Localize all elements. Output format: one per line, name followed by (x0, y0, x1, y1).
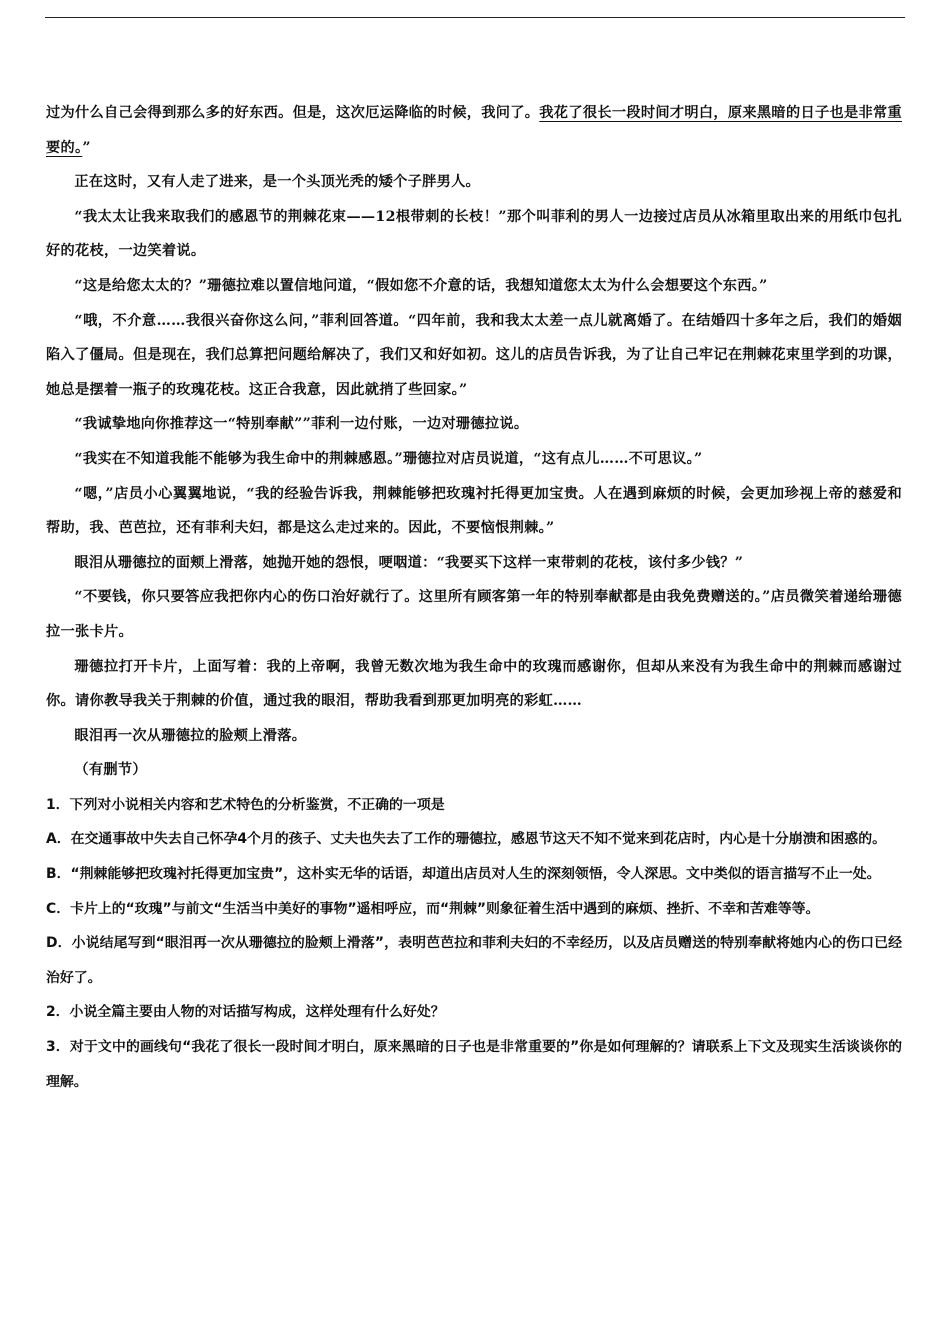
header-rule (45, 17, 905, 18)
story-paragraph-12: 眼泪再一次从珊德拉的脸颊上滑落。 (74, 727, 307, 744)
paragraph-text: 过为什么自己会得到那么多的好东西。但是，这次厄运降临的时候，我问了。 (46, 105, 540, 121)
question-3: 3．对于文中的画线句“我花了很长一段时间才明白，原来黑暗的日子也是非常重要的”你是如何理解的？请联系上下文及现实生活谈谈你的理解。 (46, 1039, 902, 1090)
story-text (46, 96, 902, 788)
story-paragraph-3: “我太太让我来取我们的感恩节的荆棘花束——12根带刺的长枝！”那个叫菲利的男人一边接过店员从冰箱里取出来的用纸巾包扎好的花枝，一边笑着说。 (46, 208, 902, 260)
story-paragraph-4: “这是给您太太的？”珊德拉难以置信地问道，“假如您不介意的话，我想知道您太太为什么会想要这个东西。” (74, 277, 768, 294)
story-paragraph-8: “嗯，”店员小心翼翼地说，“我的经验告诉我，荆棘能够把玫瑰衬托得更加宝贵。人在遇到麻烦的时候，会更加珍视上帝的慈爱和帮助，我、芭芭拉，还有菲利夫妇，都是这么走过来的。因此，不要恼恨荆棘。” (46, 485, 902, 537)
abridged-note: （有删节） (74, 762, 147, 779)
story-paragraph-10: “不要钱，你只要答应我把你内心的伤口治好就行了。这里所有顾客第一年的特别奉献都是由我免费赠送的。”店员微笑着递给珊德拉一张卡片。 (46, 589, 902, 640)
option-a: A．在交通事故中失去自己怀孕4个月的孩子、丈夫也失去了工作的珊德拉，感恩节这天不知不觉来到花店时，内心是十分崩溃和困惑的。 (46, 831, 886, 848)
story-paragraph-2: 正在这时，又有人走了进来，是一个头顶光秃的矮个子胖男人。 (74, 174, 481, 191)
question-2: 2．小说全篇主要由人物的对话描写构成，这样处理有什么好处？ (46, 1004, 445, 1021)
underlined-sentence: 我花了很长一段时间才明白，原来黑暗的日子也是非常重要的。 (46, 105, 902, 156)
story-paragraph-6: “我诚挚地向你推荐这一“特别奉献””菲利一边付账，一边对珊德拉说。 (74, 416, 529, 433)
questions-section (46, 788, 902, 1099)
option-b: B．“荆棘能够把玫瑰衬托得更加宝贵”，这朴实无华的话语，却道出店员对人生的深刻领悟，令人深思。文中类似的语言描写不止一处。 (46, 866, 881, 883)
option-d: D．小说结尾写到“眼泪再一次从珊德拉的脸颊上滑落”，表明芭芭拉和菲利夫妇的不幸经历，以及店员赠送的特别奉献将她内心的伤口已经治好了。 (46, 935, 902, 986)
story-paragraph-11: 珊德拉打开卡片，上面写着：我的上帝啊，我曾无数次地为我生命中的玫瑰而感谢你，但却从来没有为我生命中的荆棘而感谢过你。请你教导我关于荆棘的价值，通过我的眼泪，帮助我看到那更加明亮的彩虹…… (46, 658, 902, 710)
option-c: C．卡片上的“玫瑰”与前文“生活当中美好的事物”遥相呼应，而“荆棘”则象征着生活中遇到的麻烦、挫折、不幸和苦难等等。 (46, 900, 820, 917)
closing-quote: ” (82, 139, 91, 156)
story-paragraph-1 (46, 96, 902, 165)
story-paragraph-7: “我实在不知道我能不能够为我生命中的荆棘感恩。”珊德拉对店员说道，“这有点儿……不可思议。” (74, 450, 703, 467)
story-paragraph-5: “哦，不介意……我很兴奋你这么问，”菲利回答道。“四年前，我和我太太差一点儿就离婚了。在结婚四十多年之后，我们的婚姻陷入了僵局。但是现在，我们总算把问题给解决了，我们又和好如初。这儿的店员告诉我，为了让自己牢记在荆棘花束里学到的功课，她总是摆着一瓶子的玫瑰花枝。这正合我意，因此就捎了些回家。” (46, 312, 902, 398)
document-body (46, 96, 902, 1099)
question-1: 1．下列对小说相关内容和艺术特色的分析鉴赏，不正确的一项是 (46, 796, 445, 813)
story-paragraph-9: 眼泪从珊德拉的面颊上滑落，她抛开她的怨恨，哽咽道：“我要买下这样一束带刺的花枝，该付多少钱？” (74, 554, 744, 571)
